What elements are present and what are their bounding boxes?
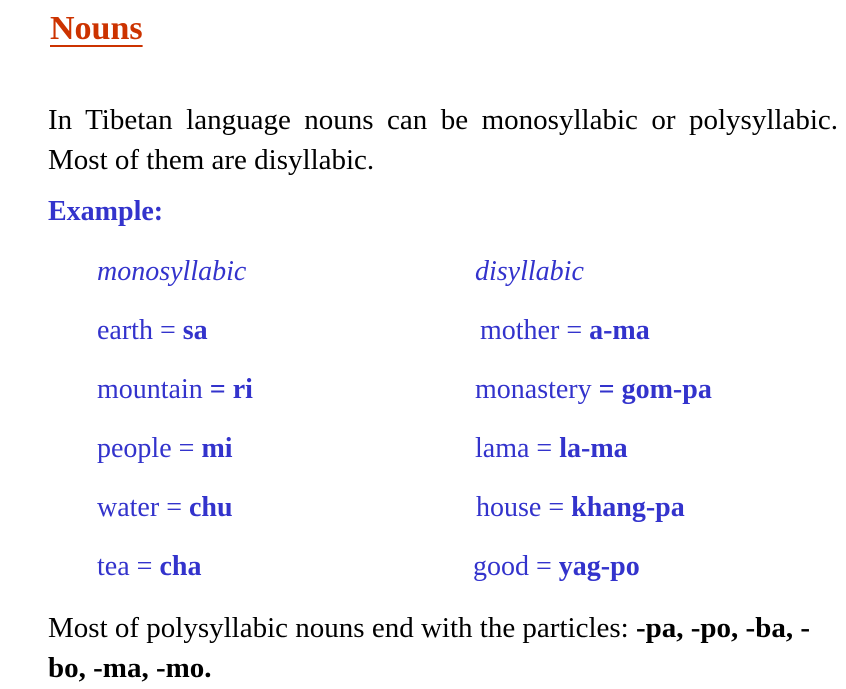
closing-text: Most of polysyllabic nouns end with the particles:: [48, 612, 636, 644]
english-word: mother: [480, 315, 560, 346]
equals-sign: =: [129, 551, 160, 582]
vocab-entry: [97, 433, 233, 465]
equals-sign: =: [529, 551, 559, 582]
vocab-entry: [476, 492, 685, 524]
equals-sign: =: [152, 315, 183, 346]
english-word: lama: [475, 433, 530, 464]
english-word: tea: [97, 551, 130, 582]
vocab-entry: [97, 374, 253, 406]
english-word: house: [476, 492, 542, 523]
vocab-entry: [97, 492, 233, 524]
vocab-entry: [97, 551, 201, 583]
english-word: monastery: [475, 374, 592, 405]
vocab-entry: [475, 433, 628, 465]
tibetan-word: yag-po: [558, 551, 640, 582]
vocab-entry: [475, 374, 712, 406]
vocab-entry: [480, 315, 650, 347]
equals-sign: =: [529, 433, 560, 464]
tibetan-word: chu: [188, 492, 233, 523]
closing-paragraph: [48, 608, 838, 688]
vocab-entry: [97, 315, 208, 347]
english-word: earth: [97, 315, 153, 346]
equals-sign: =: [202, 374, 233, 405]
tibetan-word: la-ma: [559, 433, 628, 464]
english-word: people: [97, 433, 172, 464]
column-heading-monosyllabic: monosyllabic: [97, 256, 247, 287]
tibetan-word: ri: [232, 374, 253, 405]
equals-sign: =: [159, 492, 189, 523]
english-word: mountain: [97, 374, 203, 405]
tibetan-word: cha: [159, 551, 202, 582]
tibetan-word: gom-pa: [621, 374, 712, 405]
tibetan-word: mi: [201, 433, 233, 464]
equals-sign: =: [541, 492, 572, 523]
tibetan-word: sa: [182, 315, 208, 346]
english-word: good: [473, 551, 529, 582]
equals-sign: =: [171, 433, 202, 464]
intro-paragraph: In Tibetan language nouns can be monosyllabic or polysyllabic. Most of them are disyllabic.: [48, 104, 838, 176]
particle-list: -pa, -po, -ba, -bo, -ma, -mo.: [48, 612, 810, 684]
english-word: water: [97, 492, 160, 523]
equals-sign: =: [559, 315, 590, 346]
page-title: Nouns: [50, 10, 143, 47]
vocab-entry: [473, 551, 640, 583]
column-heading-disyllabic: disyllabic: [475, 256, 584, 287]
tibetan-word: khang-pa: [571, 492, 685, 523]
equals-sign: =: [591, 374, 622, 405]
tibetan-word: a-ma: [589, 315, 650, 346]
example-label: Example:: [48, 196, 164, 227]
